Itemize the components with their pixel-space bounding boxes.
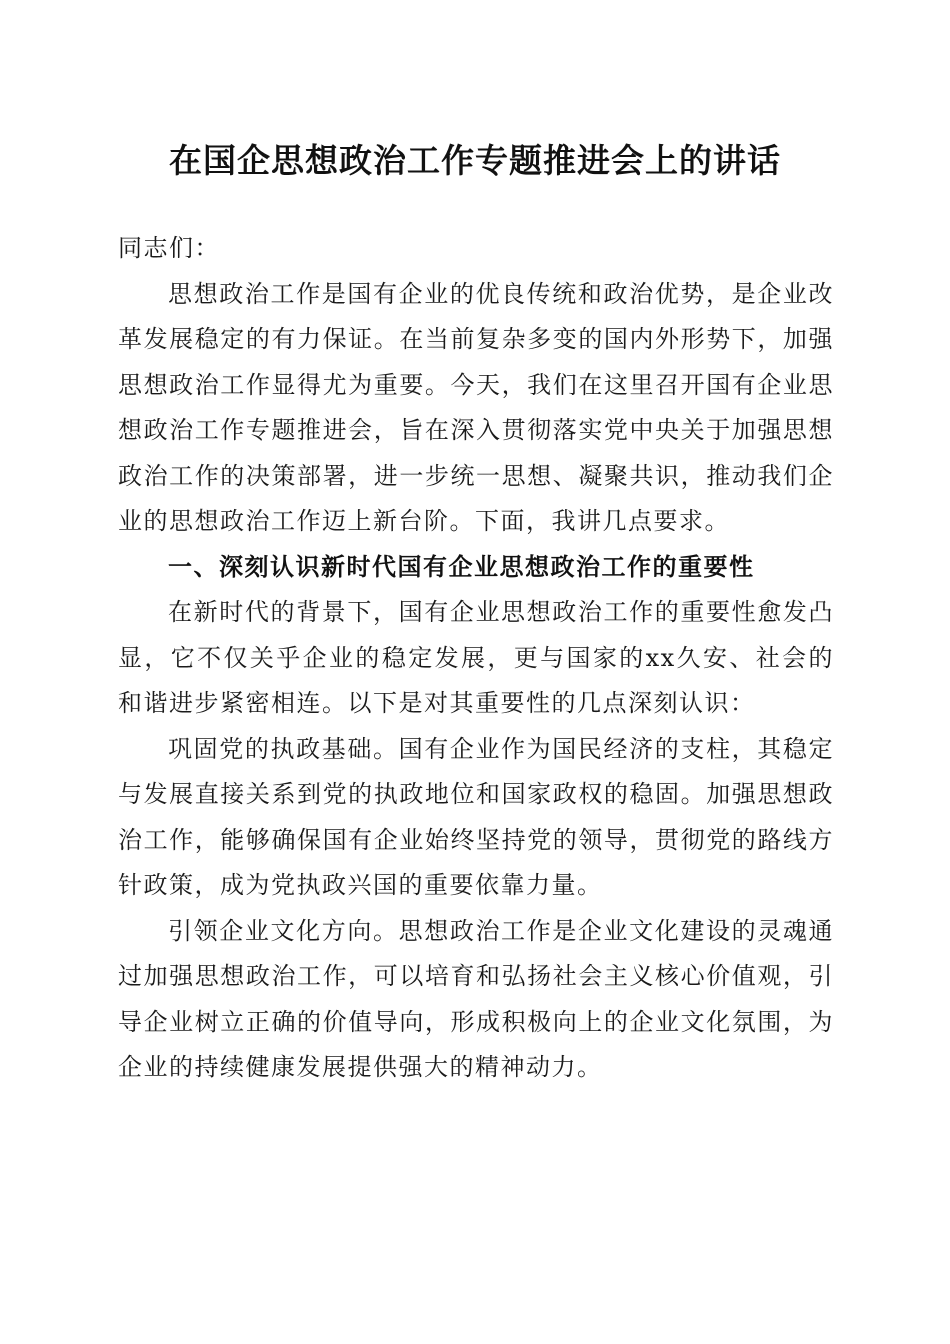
- salutation: 同志们：: [118, 234, 220, 262]
- document-body: [118, 226, 834, 1091]
- section-paragraph-1: 在新时代的背景下，国有企业思想政治工作的重要性愈发凸显，它不仅关乎企业的稳定发展，更与国家的xx久安、社会的和谐进步紧密相连。以下是对其重要性的几点深刻认识：: [118, 598, 834, 717]
- section-paragraph-3: 引领企业文化方向。思想政治工作是企业文化建设的灵魂通过加强思想政治工作，可以培育和弘扬社会主义核心价值观，引导企业树立正确的价值导向，形成积极向上的企业文化氛围，为企业的持续健康发展提供强大的精神动力。: [118, 916, 834, 1081]
- section-heading: 一、深刻认识新时代国有企业思想政治工作的重要性: [168, 552, 755, 581]
- document-title: 在国企思想政治工作专题推进会上的讲话: [169, 141, 781, 180]
- section-paragraph-2: 巩固党的执政基础。国有企业作为国民经济的支柱，其稳定与发展直接关系到党的执政地位和国家政权的稳固。加强思想政治工作，能够确保国有企业始终坚持党的领导，贯彻党的路线方针政策，成为党执政兴国的重要依靠力量。: [118, 734, 834, 899]
- intro-paragraph: 思想政治工作是国有企业的优良传统和政治优势，是企业改革发展稳定的有力保证。在当前复杂多变的国内外形势下，加强思想政治工作显得尤为重要。今天，我们在这里召开国有企业思想政治工作专题推进会，旨在深入贯彻落实党中央关于加强思想政治工作的决策部署，进一步统一思想、凝聚共识，推动我们企业的思想政治工作迈上新台阶。下面，我讲几点要求。: [118, 279, 834, 535]
